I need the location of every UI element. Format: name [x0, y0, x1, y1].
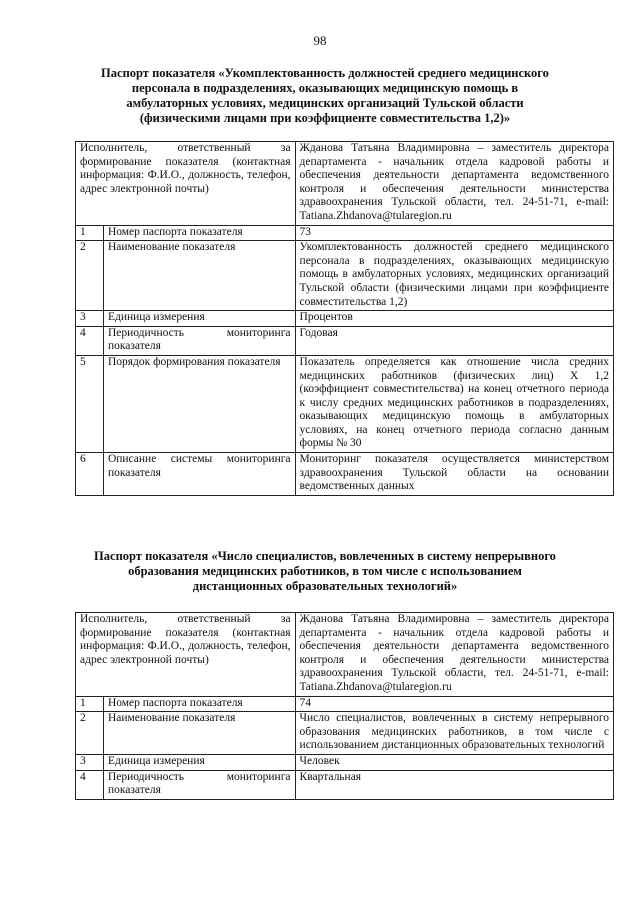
- table-row: [76, 241, 614, 311]
- row-label: Номер паспорта показателя: [103, 696, 295, 712]
- table-row: [76, 696, 614, 712]
- row-number: 3: [76, 311, 104, 327]
- table-row: [76, 770, 614, 799]
- row-number: 4: [76, 326, 104, 355]
- row-number: 2: [76, 241, 104, 311]
- row-number: 1: [76, 225, 104, 241]
- passport-2-table: [75, 612, 614, 800]
- executor-value: Жданова Татьяна Владимировна – заместитель директора департамента - начальник отдела кадровой работы и обеспечения деятельности департамента ведомственного контроля и обеспечения деятельности министерства здравоохранения Тульской области, тел. 24-51-71, e-mail: Tatiana.Zhdanova@tularegion.ru: [295, 613, 613, 697]
- passport-1-table: [75, 141, 614, 496]
- executor-label: Исполнитель, ответственный за формирование показателя (контактная информация: Ф.И.О., должность, телефон, адрес электронной почты): [76, 142, 296, 226]
- row-label: Наименование показателя: [103, 241, 295, 311]
- row-number: 1: [76, 696, 104, 712]
- page-number: 98: [313, 33, 327, 48]
- row-label: Описание системы мониторинга показателя: [103, 453, 295, 496]
- executor-value: Жданова Татьяна Владимировна – заместитель директора департамента - начальник отдела кадровой работы и обеспечения деятельности департамента ведомственного контроля и обеспечения деятельности министерства здравоохранения Тульской области, тел. 24-51-71, e-mail: Tatiana.Zhdanova@tularegion.ru: [295, 142, 613, 226]
- table-row: [76, 712, 614, 755]
- row-value: Укомплектованность должностей среднего медицинского персонала в подразделениях, оказывающих медицинскую помощь в амбулаторных условиях, медицинских организаций Тульской области (физическими лицами при коэффициенте совместительства 1,2): [295, 241, 613, 311]
- row-value: Число специалистов, вовлеченных в систему непрерывного образования медицинских работников, в том числе с использованием дистанционных образовательных технологий: [295, 712, 613, 755]
- row-number: 4: [76, 770, 104, 799]
- row-value: Квартальная: [295, 770, 613, 799]
- row-value: 73: [295, 225, 613, 241]
- row-label: Периодичность мониторинга показателя: [103, 770, 295, 799]
- row-number: 6: [76, 453, 104, 496]
- row-label: Порядок формирования показателя: [103, 355, 295, 452]
- row-label: Номер паспорта показателя: [103, 225, 295, 241]
- row-value: Показатель определяется как отношение числа средних медицинских работников (физических лиц) Х 1,2 (коэффициент совместительства) на конец отчетного периода к числу средних медицинских работников в подразделениях, оказывающих медицинскую помощь в амбулаторных условиях, на конец отчетного периода согласно данным формы № 30: [295, 355, 613, 452]
- table-row: [76, 754, 614, 770]
- executor-label: Исполнитель, ответственный за формирование показателя (контактная информация: Ф.И.О., должность, телефон, адрес электронной почты): [76, 613, 296, 697]
- table-row: [76, 311, 614, 327]
- table-row: [76, 453, 614, 496]
- table-row: [76, 225, 614, 241]
- row-value: Мониторинг показателя осуществляется министерством здравоохранения Тульской области на основании ведомственных данных: [295, 453, 613, 496]
- row-label: Периодичность мониторинга показателя: [103, 326, 295, 355]
- table-row: [76, 142, 614, 226]
- row-number: 5: [76, 355, 104, 452]
- row-value: Годовая: [295, 326, 613, 355]
- table-row: [76, 355, 614, 452]
- table-row: [76, 613, 614, 697]
- row-label: Наименование показателя: [103, 712, 295, 755]
- row-label: Единица измерения: [103, 754, 295, 770]
- row-value: 74: [295, 696, 613, 712]
- row-value: Человек: [295, 754, 613, 770]
- passport-2-title: Паспорт показателя «Число специалистов, вовлеченных в систему непрерывного образования медицинских работников, в том числе с использованием дистанционных образовательных технологий»: [94, 549, 556, 593]
- row-label: Единица измерения: [103, 311, 295, 327]
- passport-1-title: Паспорт показателя «Укомплектованность должностей среднего медицинского персонала в подразделениях, оказывающих медицинскую помощь в амбулаторных условиях, медицинских организаций Тульской области (физическими лицами при коэффициенте совместительства 1,2)»: [101, 66, 549, 125]
- row-number: 3: [76, 754, 104, 770]
- row-number: 2: [76, 712, 104, 755]
- table-row: [76, 326, 614, 355]
- row-value: Процентов: [295, 311, 613, 327]
